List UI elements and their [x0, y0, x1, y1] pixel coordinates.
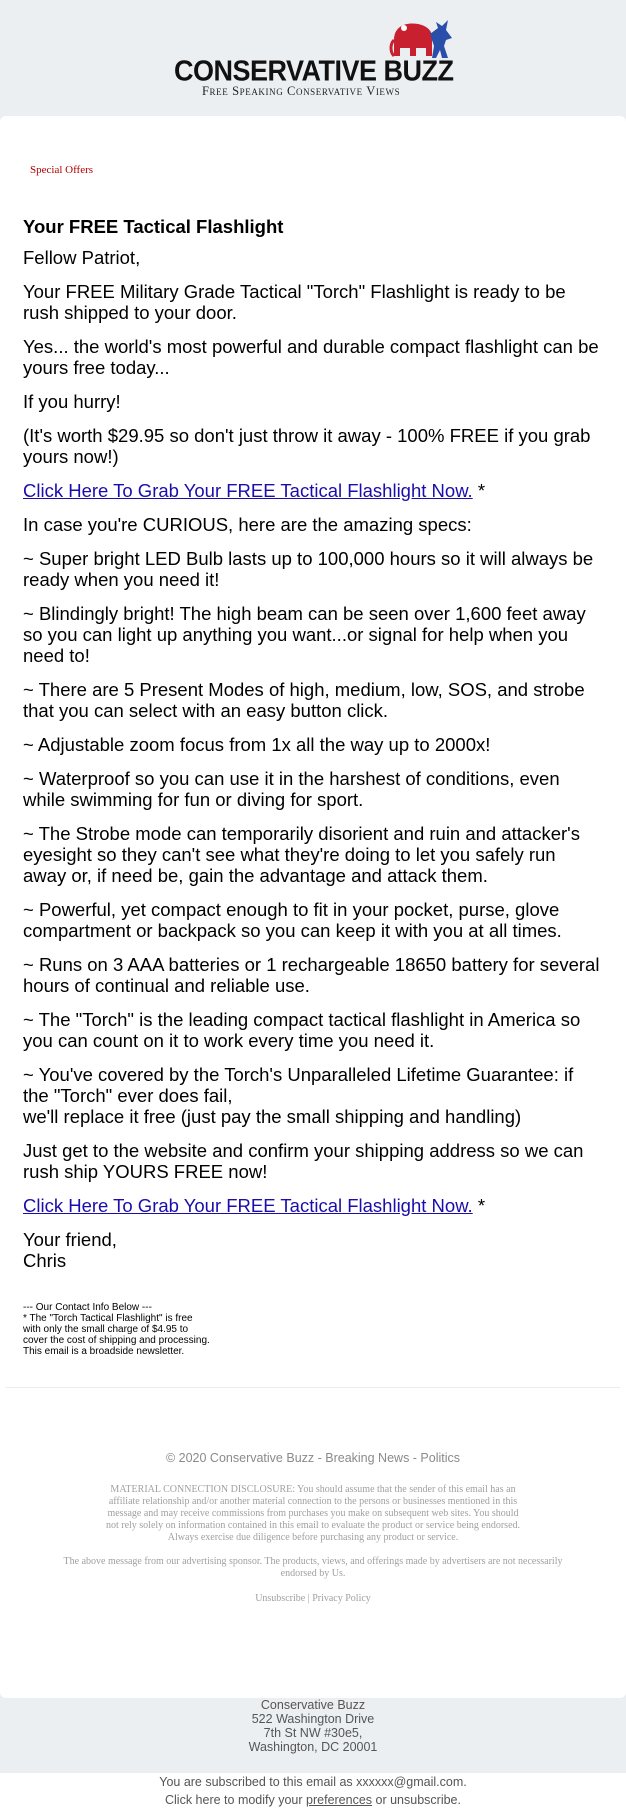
modify-line: [0, 1791, 626, 1809]
divider: [6, 1387, 620, 1388]
email-body: [23, 216, 603, 1284]
subscription-footer: [0, 1773, 626, 1809]
email-card: [0, 116, 626, 1698]
spec-item: ~ Adjustable zoom focus from 1x all the way up to 2000x!: [23, 734, 491, 755]
spec-item: ~ The "Torch" is the leading compact tactical flashlight in America so you can count on it to work every time you need it.: [23, 1009, 581, 1051]
cta-link-bottom[interactable]: Click Here To Grab Your FREE Tactical Flashlight Now.: [23, 1195, 473, 1216]
paragraph: (It's worth $29.95 so don't just throw it away - 100% FREE if you grab yours now!): [23, 425, 591, 467]
guarantee-item: [23, 1064, 603, 1127]
cta-link[interactable]: Click Here To Grab Your FREE Tactical Flashlight Now.: [23, 480, 473, 501]
special-offers-label: Special Offers: [30, 164, 94, 176]
logo-wordmark: CONSERVATIVE BUZZ: [174, 55, 454, 87]
modify-prefix: Click here to modify your: [165, 1793, 307, 1807]
contact-body: * The "Torch Tactical Flashlight" is free with only the small charge of $4.95 to cover the cost of shipping and processing. This email is a broadside newsletter.: [23, 1313, 210, 1357]
cta-asterisk: *: [472, 1195, 486, 1216]
address-line: 522 Washington Drive: [251, 1712, 375, 1726]
sponsor-note: The above message from our advertising sponsor. The products, views, and offerings made by advertisers are not necessarily endorsed by Us.: [63, 1556, 563, 1579]
logo-tagline: Free Speaking Conservative Views: [202, 84, 401, 98]
spec-item: ~ Super bright LED Bulb lasts up to 100,000 hours so it will always be ready when you need it!: [23, 548, 594, 590]
cta-line: [23, 1195, 603, 1216]
spec-item: ~ The Strobe mode can temporarily disorient and ruin and attacker's eyesight so they can't see what they're doing to let you safely run away or, if need be, gain the advantage and attack them.: [23, 823, 580, 886]
copyright: © 2020 Conservative Buzz - Breaking News - Politics: [165, 1451, 461, 1465]
greeting: Fellow Patriot,: [23, 247, 141, 268]
subscription-line: You are subscribed to this email as xxxxxx@gmail.com.: [159, 1775, 467, 1789]
logo[interactable]: [174, 16, 456, 100]
specs-intro: In case you're CURIOUS, here are the amazing specs:: [23, 514, 472, 535]
privacy-policy-link[interactable]: Privacy Policy: [312, 1593, 371, 1604]
contact-heading: --- Our Contact Info Below ---: [23, 1302, 152, 1313]
paragraph: Yes... the world's most powerful and durable compact flashlight can be yours free today...: [23, 336, 599, 378]
closing: Just get to the website and confirm your shipping address so we can rush ship YOURS FREE now!: [23, 1140, 584, 1182]
signoff: [23, 1229, 603, 1271]
disclosure: MATERIAL CONNECTION DISCLOSURE: You should assume that the sender of this email has an affiliate relationship and/or another material connection to the persons or businesses mentioned in this message and may receive commissions from purchases you make on subsequent web sites. You should not rely solely on information contained in this email to evaluate the product or service being endorsed. Always exercise due diligence before purchasing any product or service.: [105, 1484, 521, 1543]
signature: Chris: [23, 1250, 67, 1271]
modify-suffix: or unsubscribe.: [372, 1793, 461, 1807]
address-line: 7th St NW #30e5,: [263, 1726, 363, 1740]
cta-asterisk: *: [472, 480, 486, 501]
contact-info: [23, 1302, 283, 1357]
email-header: [0, 0, 626, 116]
mailing-address: [0, 1698, 626, 1754]
footer-links: [0, 1593, 626, 1604]
address-line: Conservative Buzz: [260, 1698, 366, 1712]
spec-item: ~ There are 5 Present Modes of high, medium, low, SOS, and strobe that you can select with an easy button click.: [23, 679, 585, 721]
separator: |: [305, 1593, 313, 1604]
spec-item: ~ Waterproof so you can use it in the harshest of conditions, even while swimming for fun or diving for sport.: [23, 768, 560, 810]
unsubscribe-link[interactable]: Unsubscribe: [255, 1593, 306, 1604]
guarantee-line-1: ~ You've covered by the Torch's Unparalleled Lifetime Guarantee: if the "Torch" ever does fail,: [23, 1064, 574, 1106]
spec-item: ~ Powerful, yet compact enough to fit in your pocket, purse, glove compartment or backpack so you can keep it with you at all times.: [23, 899, 562, 941]
spec-item: ~ Runs on 3 AAA batteries or 1 rechargeable 18650 battery for several hours of continual and reliable use.: [23, 954, 600, 996]
cta-line: [23, 480, 603, 501]
spec-item: ~ Blindingly bright! The high beam can be seen over 1,600 feet away so you can light up anything you want...or signal for help when you need to!: [23, 603, 586, 666]
guarantee-line-2: we'll replace it free (just pay the small shipping and handling): [23, 1106, 522, 1127]
address-line: Washington, DC 20001: [248, 1740, 378, 1754]
signoff-text: Your friend,: [23, 1229, 117, 1250]
email-headline: Your FREE Tactical Flashlight: [23, 216, 284, 237]
paragraph: Your FREE Military Grade Tactical "Torch" Flashlight is ready to be rush shipped to your door.: [23, 281, 566, 323]
preferences-link[interactable]: preferences: [306, 1793, 373, 1807]
paragraph: If you hurry!: [23, 391, 121, 412]
